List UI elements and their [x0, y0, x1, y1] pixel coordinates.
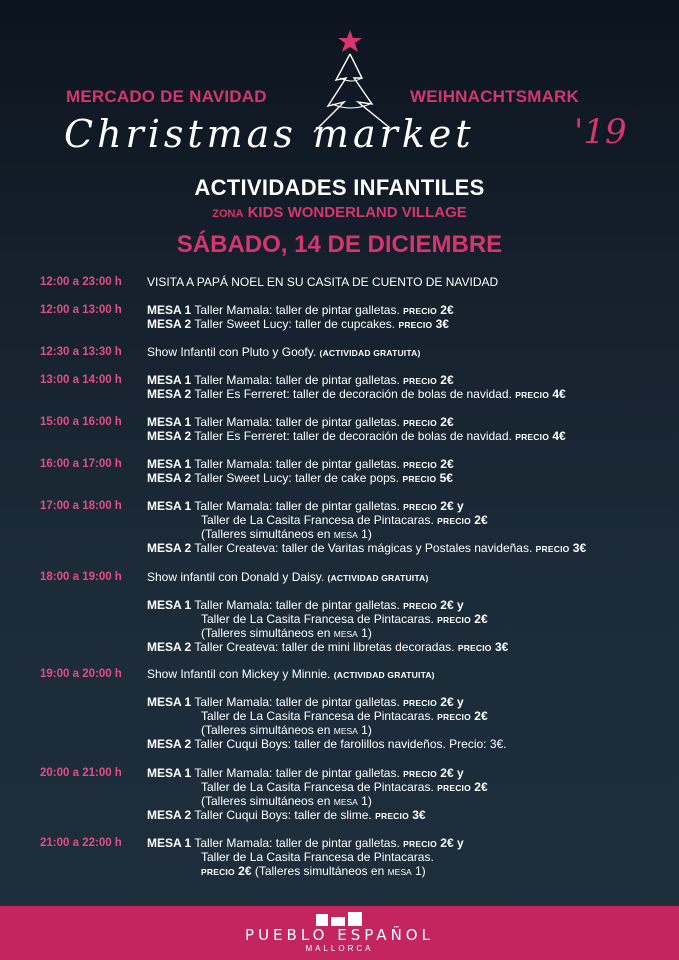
time-slot: 18:00 a 19:00 h — [40, 571, 122, 583]
script-title: Christmas market '19 — [64, 112, 627, 156]
time-slot: 21:00 a 22:00 h — [40, 837, 122, 849]
time-slot: 19:00 a 20:00 h — [40, 668, 122, 680]
mesa-1-line: MESA 1 Taller Mamala: taller de pintar galletas. PRECIO 2€ y — [147, 598, 464, 612]
zone-subtitle: ZONA KIDS WONDERLAND VILLAGE — [212, 204, 467, 221]
mesa-1-line: MESA 1 Taller Mamala: taller de pintar galletas. PRECIO 2€ — [147, 457, 454, 471]
footer-brand: PUEBLO ESPAÑOL — [245, 926, 434, 944]
time-slot: 12:00 a 23:00 h — [40, 276, 122, 288]
header-right-title: WEIHNACHTSMARK — [410, 87, 580, 106]
mesa-2-line: MESA 2 Taller Createva: taller de Varitas mágicas y Postales navideñas. PRECIO 3€ — [147, 541, 587, 555]
mesa-1-line: MESA 1 Taller Mamala: taller de pintar galletas. PRECIO 2€ — [147, 415, 454, 429]
mesa-2-line: MESA 2 Taller Es Ferreret: taller de decoración de bolas de navidad. PRECIO 4€ — [147, 429, 566, 443]
footer-subbrand: MALLORCA — [305, 944, 374, 953]
pueblo-espanol-logo-icon — [316, 912, 362, 926]
footer-bar — [0, 906, 679, 960]
mesa-2-line: MESA 2 Taller Sweet Lucy: taller de cake pops. PRECIO 5€ — [147, 471, 453, 485]
time-slot: 13:00 a 14:00 h — [40, 374, 122, 386]
mesa-2-line: MESA 2 Taller Sweet Lucy: taller de cupcakes. PRECIO 3€ — [147, 317, 449, 331]
time-slot: 16:00 a 17:00 h — [40, 458, 122, 470]
simultaneous-note: (Talleres simultáneos en MESA 1) — [201, 626, 372, 640]
activity-text: VISITA A PAPÁ NOEL EN SU CASITA DE CUENTO DE NAVIDAD — [147, 275, 499, 289]
time-slot: 15:00 a 16:00 h — [40, 416, 122, 428]
casita-line: Taller de La Casita Francesa de Pintacaras. PRECIO 2€ — [201, 780, 488, 794]
mesa-2-line: MESA 2 Taller Createva: taller de mini libretas decoradas. PRECIO 3€ — [147, 640, 509, 654]
header-left-title: MERCADO DE NAVIDAD — [66, 87, 267, 106]
casita-line: Taller de La Casita Francesa de Pintacaras. PRECIO 2€ — [201, 709, 488, 723]
mesa-1-line: MESA 1 Taller Mamala: taller de pintar galletas. PRECIO 2€ — [147, 303, 454, 317]
poster-header — [0, 0, 679, 270]
event-date: SÁBADO, 14 DE DICIEMBRE — [176, 231, 503, 258]
time-slot: 12:00 a 13:00 h — [40, 304, 122, 316]
mesa-1-line: MESA 1 Taller Mamala: taller de pintar galletas. PRECIO 2€ y — [147, 766, 464, 780]
simultaneous-note: (Talleres simultáneos en MESA 1) — [201, 794, 372, 808]
casita-line: Taller de La Casita Francesa de Pintacaras. PRECIO 2€ — [201, 612, 488, 626]
time-slot: 20:00 a 21:00 h — [40, 767, 122, 779]
casita-line: Taller de La Casita Francesa de Pintacaras. PRECIO 2€ — [201, 513, 488, 527]
mesa-2-line: MESA 2 Taller Cuqui Boys: taller de farolillos navideños. Precio: 3€. — [147, 737, 507, 751]
mesa-2-line: MESA 2 Taller Cuqui Boys: taller de slime. PRECIO 3€ — [147, 808, 426, 822]
mesa-1-line: MESA 1 Taller Mamala: taller de pintar galletas. PRECIO 2€ y — [147, 499, 464, 513]
time-slot: 17:00 a 18:00 h — [40, 500, 122, 512]
mesa-1-line: MESA 1 Taller Mamala: taller de pintar galletas. PRECIO 2€ — [147, 373, 454, 387]
activity-text: Show Infantil con Mickey y Minnie. (ACTIVIDAD GRATUITA) — [147, 667, 435, 681]
time-slot: 12:30 a 13:30 h — [40, 346, 122, 358]
mesa-2-line: MESA 2 Taller Es Ferreret: taller de decoración de bolas de navidad. PRECIO 4€ — [147, 387, 566, 401]
main-title: ACTIVIDADES INFANTILES — [194, 175, 485, 200]
activity-text: Show Infantil con Pluto y Goofy. (ACTIVIDAD GRATUITA) — [147, 345, 421, 359]
activity-text: Show infantil con Donald y Daisy. (ACTIVIDAD GRATUITA) — [147, 570, 429, 584]
casita-line: Taller de La Casita Francesa de Pintacaras. — [201, 850, 434, 864]
price-note-line: PRECIO 2€ (Talleres simultáneos en MESA 1) — [201, 864, 426, 878]
simultaneous-note: (Talleres simultáneos en MESA 1) — [201, 723, 372, 737]
mesa-1-line: MESA 1 Taller Mamala: taller de pintar galletas. PRECIO 2€ y — [147, 695, 464, 709]
simultaneous-note: (Talleres simultáneos en MESA 1) — [201, 527, 372, 541]
mesa-1-line: MESA 1 Taller Mamala: taller de pintar galletas. PRECIO 2€ y — [147, 836, 464, 850]
year-label: '19 — [574, 112, 627, 152]
